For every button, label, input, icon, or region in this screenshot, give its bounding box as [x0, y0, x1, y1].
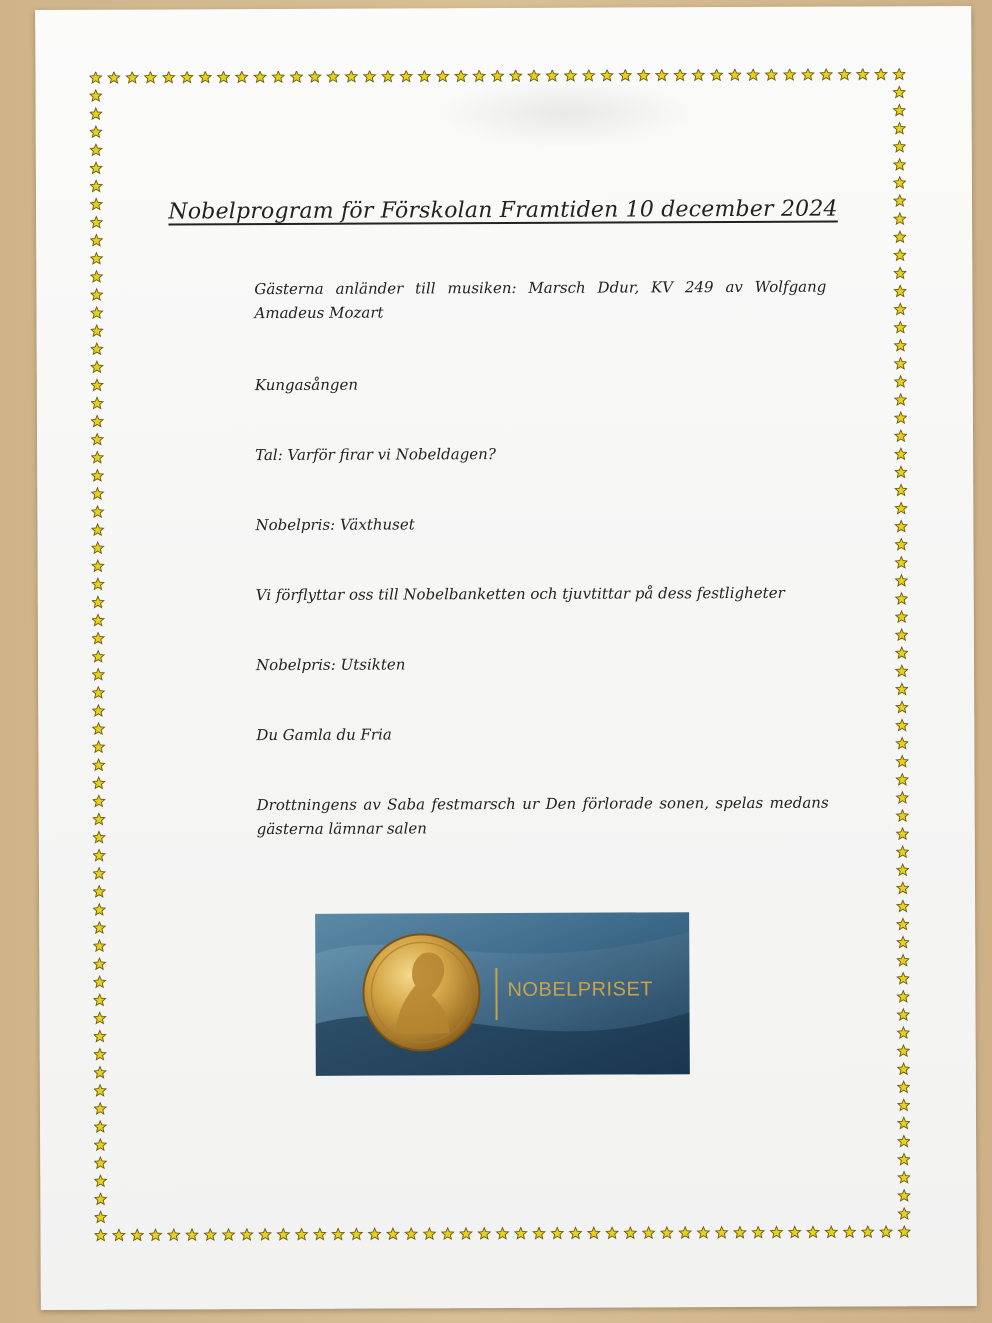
border-star-icon: [570, 1227, 582, 1238]
border-star-icon: [896, 774, 908, 785]
border-star-icon: [583, 70, 595, 81]
border-star-icon: [896, 792, 908, 803]
border-star-icon: [894, 267, 906, 278]
border-star-icon: [94, 1067, 106, 1078]
border-star-icon: [895, 448, 907, 459]
border-star-icon: [364, 71, 376, 82]
border-star-icon: [896, 701, 908, 712]
border-star-icon: [94, 1139, 106, 1150]
border-star-icon: [90, 180, 102, 191]
border-star-icon: [497, 1228, 509, 1239]
border-star-icon: [528, 70, 540, 81]
border-star-icon: [94, 976, 106, 987]
border-star-icon: [92, 506, 104, 517]
border-star-icon: [91, 415, 103, 426]
border-star-icon: [163, 71, 175, 82]
border-star-icon: [424, 1228, 436, 1239]
border-star-icon: [897, 918, 909, 929]
border-star-icon: [113, 1229, 125, 1240]
border-star-icon: [93, 831, 105, 842]
border-star-icon: [223, 1229, 235, 1240]
border-star-icon: [91, 307, 103, 318]
border-star-icon: [515, 1228, 527, 1239]
border-star-icon: [897, 955, 909, 966]
border-star-icon: [601, 70, 613, 81]
border-star-icon: [896, 611, 908, 622]
border-star-icon: [897, 882, 909, 893]
border-star-icon: [91, 379, 103, 390]
border-star-icon: [897, 828, 909, 839]
border-star-icon: [784, 69, 796, 80]
border-star-icon: [716, 1227, 728, 1238]
border-star-icon: [259, 1229, 271, 1240]
border-star-icon: [90, 90, 102, 101]
paper-sheet: [35, 6, 977, 1310]
border-star-icon: [199, 71, 211, 82]
border-star-icon: [95, 1211, 107, 1222]
border-star-icon: [90, 162, 102, 173]
program-item-arrival-music: Gästerna anländer till musiken: Marsch Ddur, KV 249 av Wolfgang Amadeus Mozart: [254, 277, 827, 323]
border-star-icon: [241, 1229, 253, 1240]
border-star-icon: [345, 71, 357, 82]
border-star-icon: [131, 1229, 143, 1240]
border-star-icon: [896, 575, 908, 586]
border-star-icon: [896, 719, 908, 730]
border-star-icon: [314, 1228, 326, 1239]
border-star-icon: [807, 1226, 819, 1237]
border-star-icon: [880, 1226, 892, 1237]
border-star-icon: [473, 70, 485, 81]
border-star-icon: [898, 1153, 910, 1164]
border-star-icon: [90, 72, 102, 83]
border-star-icon: [92, 651, 104, 662]
border-star-icon: [896, 593, 908, 604]
border-star-icon: [91, 470, 103, 481]
border-star-icon: [898, 1081, 910, 1092]
border-star-icon: [150, 1229, 162, 1240]
border-star-icon: [332, 1228, 344, 1239]
border-star-icon: [94, 1157, 106, 1168]
program-item-prize-utsikten: Nobelpris: Utsikten: [255, 655, 406, 675]
border-star-icon: [90, 108, 102, 119]
program-item-closing-march: Drottningens av Saba festmarsch ur Den förlorade sonen, spelas medans gästerna lämnar salen: [256, 793, 829, 839]
border-star-icon: [90, 126, 102, 137]
border-star-icon: [492, 70, 504, 81]
border-star-icon: [898, 1190, 910, 1201]
border-star-icon: [455, 70, 467, 81]
border-star-icon: [93, 886, 105, 897]
border-star-icon: [437, 70, 449, 81]
border-star-icon: [897, 864, 909, 875]
border-star-icon: [896, 683, 908, 694]
border-star-icon: [93, 777, 105, 788]
border-star-icon: [897, 936, 909, 947]
border-star-icon: [679, 1227, 691, 1238]
border-star-icon: [897, 991, 909, 1002]
border-star-icon: [92, 614, 104, 625]
border-star-icon: [894, 231, 906, 242]
border-star-icon: [897, 846, 909, 857]
border-star-icon: [896, 629, 908, 640]
border-star-icon: [93, 813, 105, 824]
border-star-icon: [747, 69, 759, 80]
border-star-icon: [895, 430, 907, 441]
border-star-icon: [697, 1227, 709, 1238]
border-star-icon: [897, 900, 909, 911]
border-star-icon: [92, 596, 104, 607]
border-star-icon: [94, 994, 106, 1005]
border-star-icon: [94, 1012, 106, 1023]
border-star-icon: [692, 69, 704, 80]
border-star-icon: [94, 1030, 106, 1041]
border-star-icon: [90, 235, 102, 246]
border-star-icon: [844, 1226, 856, 1237]
border-star-icon: [894, 303, 906, 314]
border-star-icon: [588, 1227, 600, 1238]
border-star-icon: [387, 1228, 399, 1239]
border-star-icon: [93, 850, 105, 861]
border-star-icon: [460, 1228, 472, 1239]
border-star-icon: [92, 542, 104, 553]
border-star-icon: [802, 69, 814, 80]
border-star-icon: [643, 1227, 655, 1238]
border-star-icon: [91, 452, 103, 463]
border-star-icon: [895, 466, 907, 477]
border-star-icon: [91, 253, 103, 264]
border-star-icon: [204, 1229, 216, 1240]
border-star-icon: [897, 810, 909, 821]
border-star-icon: [92, 488, 104, 499]
border-star-icon: [369, 1228, 381, 1239]
border-star-icon: [94, 940, 106, 951]
border-star-icon: [405, 1228, 417, 1239]
border-star-icon: [894, 159, 906, 170]
border-star-icon: [92, 578, 104, 589]
border-star-icon: [478, 1228, 490, 1239]
border-star-icon: [91, 343, 103, 354]
border-star-icon: [894, 321, 906, 332]
border-star-icon: [895, 539, 907, 550]
border-star-icon: [382, 70, 394, 81]
border-star-icon: [619, 69, 631, 80]
border-star-icon: [93, 723, 105, 734]
border-star-icon: [93, 904, 105, 915]
border-star-icon: [894, 249, 906, 260]
border-star-icon: [898, 1063, 910, 1074]
border-star-icon: [896, 647, 908, 658]
border-star-icon: [898, 1027, 910, 1038]
border-star-icon: [291, 71, 303, 82]
border-star-icon: [95, 1229, 107, 1240]
border-star-icon: [894, 123, 906, 134]
border-star-icon: [90, 216, 102, 227]
border-star-icon: [145, 72, 157, 83]
border-star-icon: [895, 412, 907, 423]
program-item-banquet: Vi förflyttar oss till Nobelbanketten och tjuvtittar på dess festligheter: [255, 583, 785, 605]
border-star-icon: [898, 1226, 910, 1237]
border-star-icon: [327, 71, 339, 82]
border-star-icon: [93, 795, 105, 806]
border-star-icon: [638, 69, 650, 80]
border-star-icon: [898, 1045, 910, 1056]
border-star-icon: [895, 340, 907, 351]
border-star-icon: [893, 68, 905, 79]
border-star-icon: [789, 1226, 801, 1237]
border-star-icon: [92, 524, 104, 535]
program-item-kungasangen: Kungasången: [254, 375, 359, 395]
border-star-icon: [168, 1229, 180, 1240]
border-star-icon: [296, 1228, 308, 1239]
border-star-icon: [92, 687, 104, 698]
border-star-icon: [277, 1229, 289, 1240]
border-star-icon: [254, 71, 266, 82]
border-star-icon: [839, 68, 851, 79]
border-star-icon: [898, 1117, 910, 1128]
border-star-icon: [857, 68, 869, 79]
border-star-icon: [93, 705, 105, 716]
border-star-icon: [218, 71, 230, 82]
border-star-icon: [895, 484, 907, 495]
border-star-icon: [862, 1226, 874, 1237]
border-star-icon: [95, 1175, 107, 1186]
border-star-icon: [893, 86, 905, 97]
nobel-banner: [315, 912, 690, 1076]
border-star-icon: [894, 177, 906, 188]
program-item-national-anthem: Du Gamla du Fria: [256, 725, 392, 745]
border-star-icon: [108, 72, 120, 83]
border-star-icon: [893, 104, 905, 115]
border-star-icon: [126, 72, 138, 83]
border-star-icon: [181, 71, 193, 82]
border-star-icon: [895, 502, 907, 513]
border-star-icon: [92, 669, 104, 680]
border-star-icon: [91, 289, 103, 300]
border-star-icon: [896, 737, 908, 748]
border-star-icon: [897, 973, 909, 984]
border-star-icon: [898, 1208, 910, 1219]
border-star-icon: [93, 759, 105, 770]
border-star-icon: [92, 560, 104, 571]
program-item-speech: Tal: Varför firar vi Nobeldagen?: [255, 445, 496, 465]
border-star-icon: [624, 1227, 636, 1238]
border-star-icon: [898, 1172, 910, 1183]
border-star-icon: [661, 1227, 673, 1238]
border-star-icon: [442, 1228, 454, 1239]
border-star-icon: [533, 1227, 545, 1238]
border-star-icon: [898, 1135, 910, 1146]
border-star-icon: [400, 70, 412, 81]
border-star-icon: [894, 285, 906, 296]
border-star-icon: [894, 195, 906, 206]
border-star-icon: [95, 1193, 107, 1204]
border-star-icon: [91, 325, 103, 336]
border-star-icon: [91, 397, 103, 408]
border-star-icon: [895, 394, 907, 405]
border-star-icon: [898, 1099, 910, 1110]
border-star-icon: [752, 1226, 764, 1237]
border-star-icon: [94, 1103, 106, 1114]
border-star-icon: [606, 1227, 618, 1238]
border-star-icon: [92, 632, 104, 643]
border-star-icon: [93, 868, 105, 879]
border-star-icon: [765, 69, 777, 80]
border-star-icon: [91, 361, 103, 372]
program-item-prize-vaxthuset: Nobelpris: Växthuset: [255, 515, 415, 535]
border-star-icon: [895, 520, 907, 531]
border-star-icon: [711, 69, 723, 80]
border-star-icon: [656, 69, 668, 80]
border-star-icon: [896, 756, 908, 767]
border-star-icon: [272, 71, 284, 82]
border-star-icon: [93, 922, 105, 933]
border-star-icon: [896, 665, 908, 676]
border-star-icon: [820, 69, 832, 80]
border-star-icon: [897, 1009, 909, 1020]
border-star-icon: [93, 741, 105, 752]
border-star-icon: [551, 1227, 563, 1238]
border-star-icon: [90, 198, 102, 209]
border-star-icon: [729, 69, 741, 80]
border-star-icon: [771, 1226, 783, 1237]
border-star-icon: [894, 213, 906, 224]
border-star-icon: [546, 70, 558, 81]
border-star-icon: [91, 271, 103, 282]
border-star-icon: [94, 1085, 106, 1096]
border-star-icon: [94, 1048, 106, 1059]
border-star-icon: [895, 557, 907, 568]
border-star-icon: [90, 144, 102, 155]
nobelpriset-logo-text: NOBELPRISET: [507, 978, 654, 1001]
border-star-icon: [825, 1226, 837, 1237]
border-star-icon: [236, 71, 248, 82]
border-star-icon: [895, 358, 907, 369]
border-star-icon: [894, 141, 906, 152]
border-star-icon: [186, 1229, 198, 1240]
border-star-icon: [350, 1228, 362, 1239]
border-star-icon: [565, 70, 577, 81]
border-star-icon: [91, 434, 103, 445]
border-star-icon: [309, 71, 321, 82]
border-star-icon: [418, 70, 430, 81]
border-star-icon: [674, 69, 686, 80]
border-star-icon: [510, 70, 522, 81]
program-title: Nobelprogram för Förskolan Framtiden 10 december 2024: [168, 196, 838, 225]
border-star-icon: [875, 68, 887, 79]
border-star-icon: [895, 376, 907, 387]
border-star-icon: [94, 958, 106, 969]
border-star-icon: [734, 1227, 746, 1238]
border-star-icon: [94, 1121, 106, 1132]
